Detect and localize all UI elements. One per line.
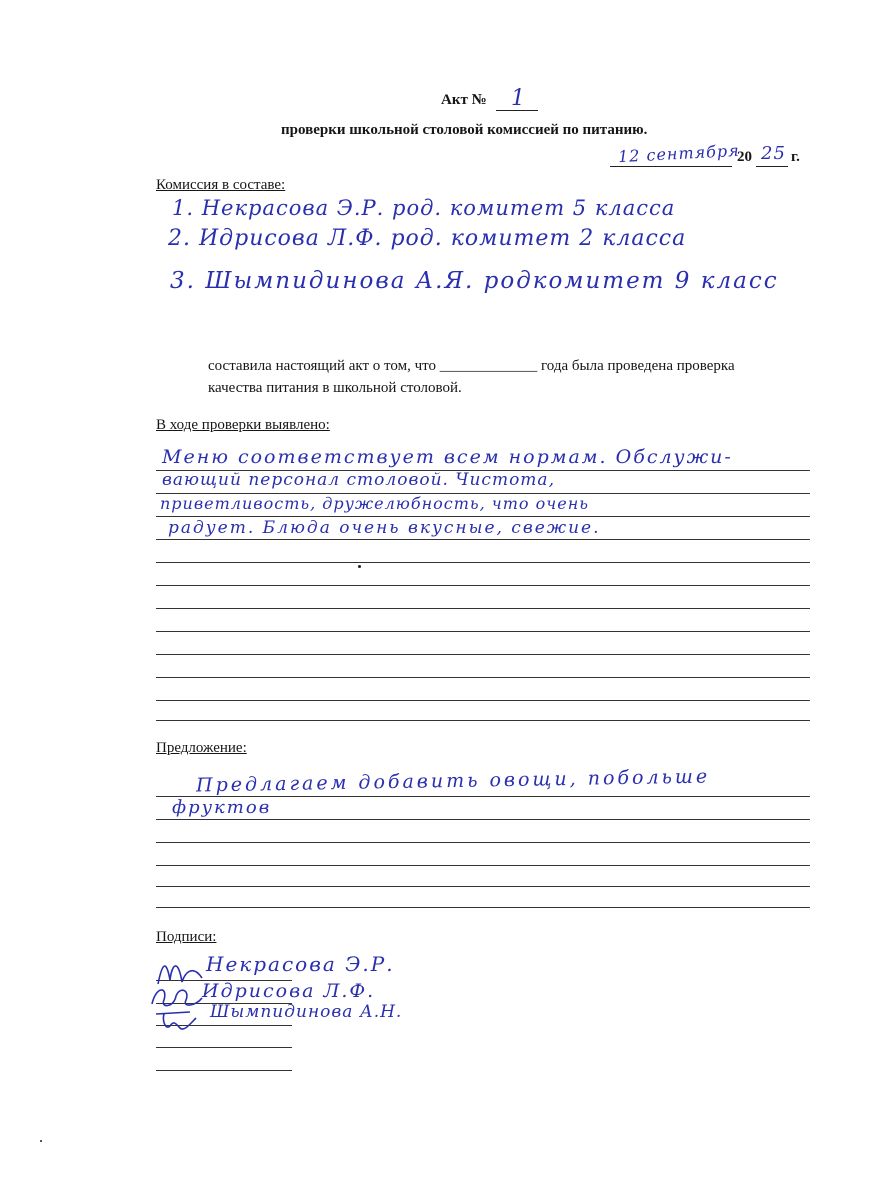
findings-line-1: Меню соответствует всем нормам. Обслужи- bbox=[162, 446, 733, 468]
findings-rule bbox=[156, 562, 810, 563]
statement-before: составила настоящий акт о том, что bbox=[208, 358, 437, 374]
signature-entry-3: Шымпидинова А.Н. bbox=[210, 1002, 403, 1022]
proposal-line-1: Предлагаем добавить овощи, побольше bbox=[195, 765, 711, 797]
date-line bbox=[610, 166, 732, 167]
findings-rule bbox=[156, 677, 810, 678]
findings-rule bbox=[156, 654, 810, 655]
proposal-line-2: фруктов bbox=[172, 797, 272, 818]
proposal-rule bbox=[156, 865, 810, 866]
findings-rule bbox=[156, 516, 810, 517]
signatures-heading: Подписи: bbox=[156, 929, 217, 945]
commission-member-2: 2. Идрисова Л.Ф. род. комитет 2 класса bbox=[168, 226, 687, 251]
year-suffix: 25 bbox=[761, 143, 786, 164]
findings-rule bbox=[156, 631, 810, 632]
findings-rule bbox=[156, 539, 810, 540]
commission-member-1: 1. Некрасова Э.Р. род. комитет 5 класса bbox=[172, 196, 676, 220]
signature-entry-1: Некрасова Э.Р. bbox=[206, 952, 395, 976]
signature-line bbox=[156, 1047, 292, 1048]
findings-rule bbox=[156, 608, 810, 609]
year-line bbox=[756, 166, 788, 167]
findings-rule bbox=[156, 585, 810, 586]
findings-line-3: приветливость, дружелюбность, что очень bbox=[160, 494, 589, 513]
statement-blank: _____________ bbox=[439, 358, 538, 374]
findings-heading: В ходе проверки выявлено: bbox=[156, 417, 330, 433]
signature-line bbox=[156, 1070, 292, 1071]
proposal-rule bbox=[156, 886, 810, 887]
findings-line-4: радует. Блюда очень вкусные, свежие. bbox=[168, 518, 601, 538]
statement-after: года была проведена проверка bbox=[541, 358, 735, 374]
act-subtitle: проверки школьной столовой комиссией по питанию. bbox=[281, 122, 648, 138]
proposal-heading: Предложение: bbox=[156, 740, 247, 756]
year-g: г. bbox=[791, 149, 800, 165]
ink-dot bbox=[358, 565, 361, 568]
signature-entry-2: Идрисова Л.Ф. bbox=[202, 980, 376, 1002]
commission-heading: Комиссия в составе: bbox=[156, 177, 286, 193]
proposal-rule bbox=[156, 819, 810, 820]
date-handwritten: 12 сентября bbox=[617, 140, 741, 167]
act-number: 1 bbox=[511, 86, 526, 111]
findings-rule bbox=[156, 700, 810, 701]
findings-rule bbox=[156, 720, 810, 721]
statement-line-1 bbox=[208, 358, 735, 375]
findings-line-2: вающий персонал столовой. Чистота, bbox=[162, 470, 555, 490]
act-label: Акт № bbox=[441, 92, 487, 108]
proposal-rule bbox=[156, 907, 810, 908]
commission-member-3: 3. Шымпидинова А.Я. родкомитет 9 класс bbox=[170, 268, 779, 294]
year-prefix: 20 bbox=[737, 149, 752, 165]
statement-line-2: качества питания в школьной столовой. bbox=[208, 380, 462, 396]
scan-speck bbox=[40, 1140, 42, 1142]
proposal-rule bbox=[156, 842, 810, 843]
signature-scribble-3 bbox=[150, 1002, 210, 1036]
act-title bbox=[441, 92, 487, 109]
